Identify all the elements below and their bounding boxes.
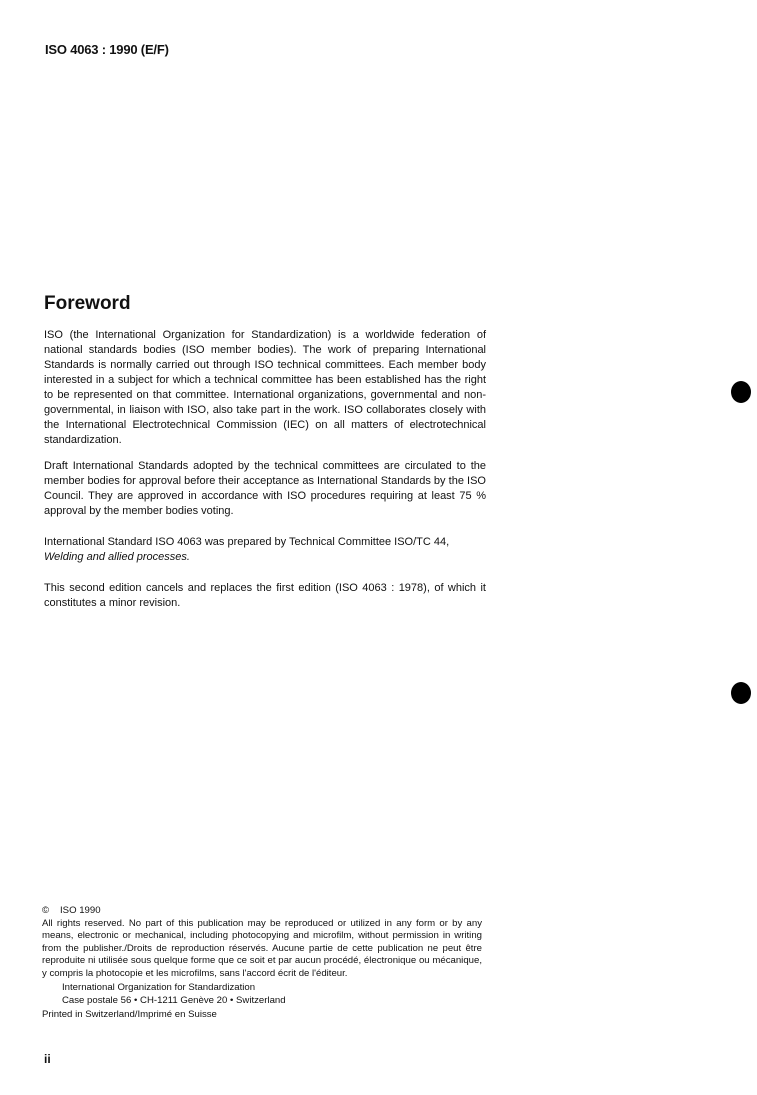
punch-hole-top	[731, 381, 751, 403]
page-number: ii	[44, 1052, 51, 1066]
copyright-organization: International Organization for Standardization	[62, 982, 256, 993]
foreword-paragraph-4	[44, 581, 486, 611]
copyright-symbol: ©	[42, 905, 50, 916]
printed-in: Printed in Switzerland/Imprimé en Suisse	[42, 1009, 217, 1020]
paragraph-text: This second edition cancels and replaces the first edition (ISO 4063 : 1978), of which it constitutes a minor revision.	[44, 582, 486, 609]
foreword-paragraph-2	[44, 459, 486, 519]
paragraph-text: Draft International Standards adopted by the technical committees are circulated to the member bodies for approval before their acceptance as International Standards by the ISO Council. They are approved in accordance with ISO procedures requiring at least 75 % approval by the member bodies voting.	[44, 460, 486, 517]
page-header: ISO 4063 : 1990 (E/F)	[45, 42, 169, 57]
foreword-paragraph-1	[44, 328, 486, 448]
copyright-line	[42, 905, 482, 918]
paragraph-text: ISO (the International Organization for Standardization) is a worldwide federation of national standards bodies (ISO member bodies). The work of preparing International Standards is normally carried out through ISO technical committees. Each member body interested in a subject for which a technical committee has been established has the right to be represented on that committee. International organizations, governmental and non-governmental, in liaison with ISO, also take part in the work. ISO collaborates closely with the International Electrotechnical Commission (IEC) on all matters of electrotechnical standardization.	[44, 329, 486, 446]
foreword-title: Foreword	[44, 293, 131, 314]
paragraph-text: International Standard ISO 4063 was prepared by Technical Committee ISO/TC 44,	[44, 536, 450, 548]
copyright-year: ISO 1990	[60, 905, 101, 916]
punch-hole-bottom	[731, 682, 751, 704]
copyright-block	[42, 905, 482, 1022]
copyright-address: Case postale 56 • CH-1211 Genève 20 • Switzerland	[62, 994, 286, 1006]
committee-title: Welding and allied processes.	[44, 551, 190, 563]
foreword-paragraph-3	[44, 535, 486, 565]
copyright-rights: All rights reserved. No part of this publication may be reproduced or utilized in any form or by any means, electronic or mechanical, including photocopying and microfilm, without permission in writing from the publisher./Droits de reproduction réservés. Aucune partie de cette publication ne peut être reproduite ni utilisée sous quelque forme que ce soit et par aucun procédé, électronique ou mécanique, y compris la photocopie et les microfilms, sans l'accord écrit de l'éditeur.	[42, 917, 482, 979]
